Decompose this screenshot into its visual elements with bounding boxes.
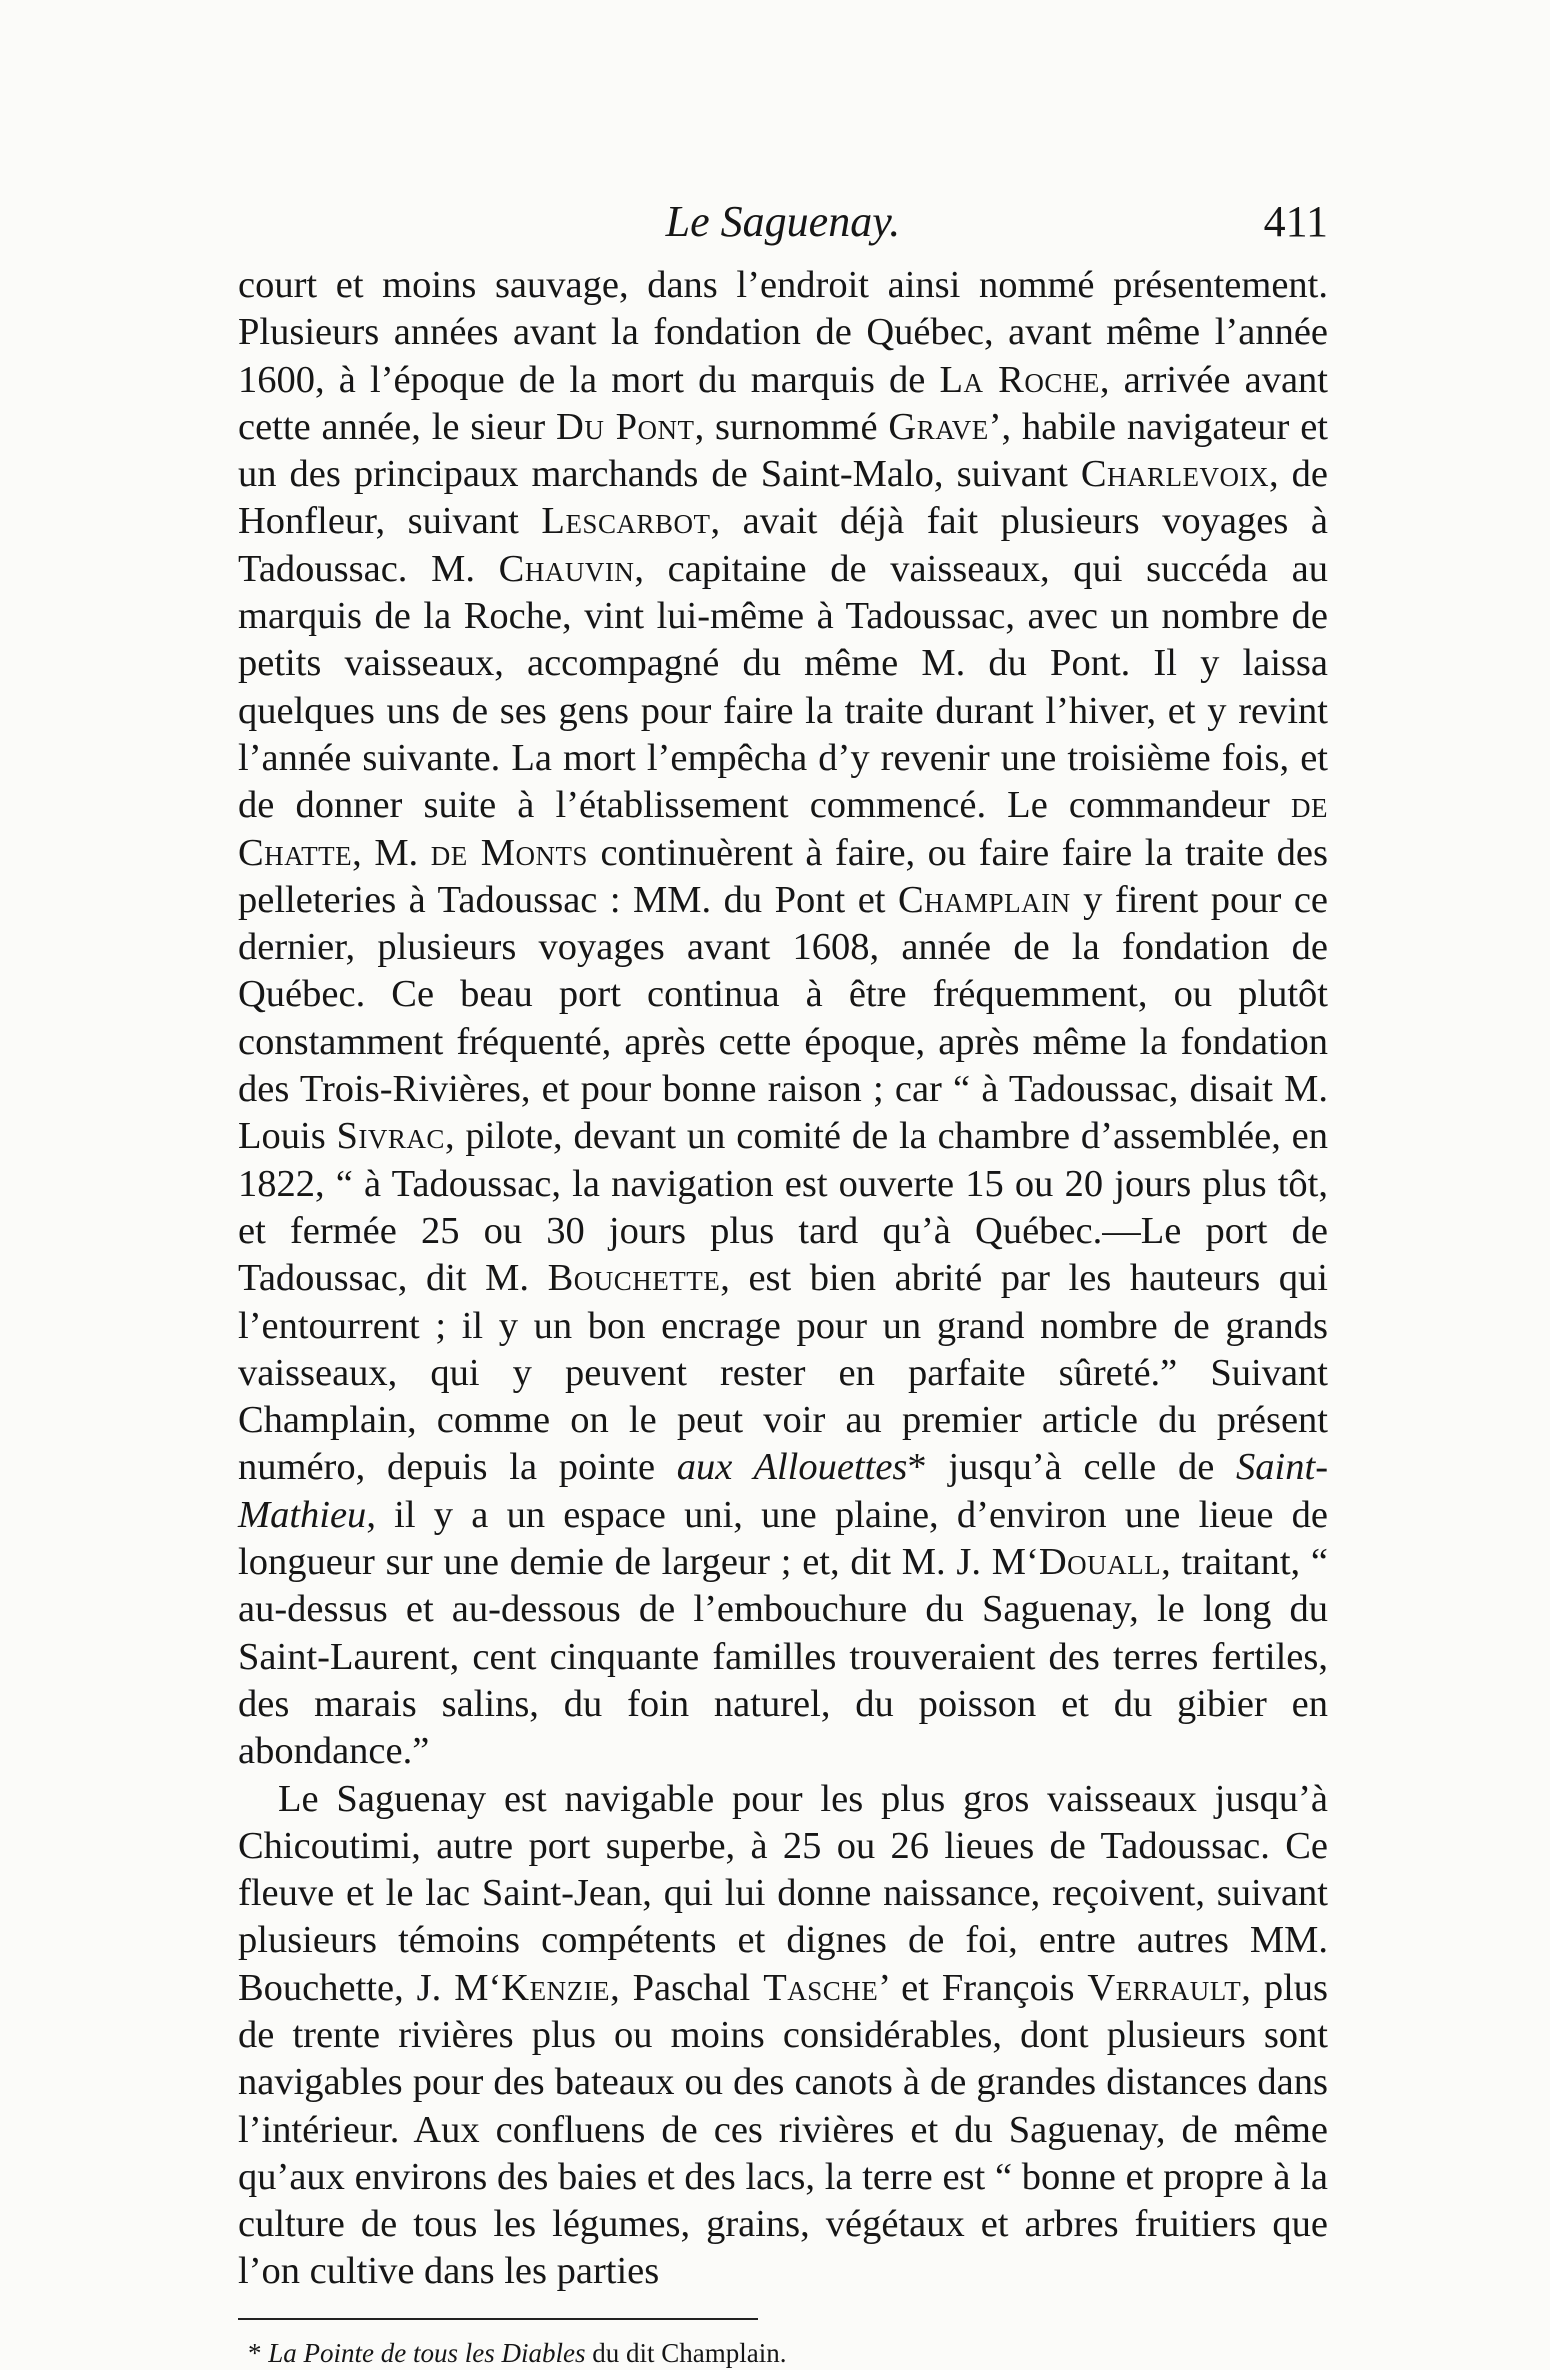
small-caps-name: Champlain bbox=[897, 878, 1071, 921]
text-run: , capitaine de vaisseaux, qui succéda au marquis de la Roche, vint lui-même à Tadoussac, avec un nombre de petits vaisseaux, accompagné du même M. du Pont. Il y laissa quelques uns de ses gens pour faire la traite durant l’hiver, et y revint l’année suivante. La mort l’empêcha d’y revenir une troisième fois, et de donner suite à l’établissement commencé. Le commandeur bbox=[238, 547, 1328, 827]
text-run: , il y a un espace uni, une plaine, d’environ une lieue de longueur sur une demie de largeur ; et, dit M. J. M‘ bbox=[238, 1493, 1328, 1584]
text-run: , de Honfleur, suivant bbox=[238, 453, 1328, 543]
text-run: ’ et François bbox=[878, 1966, 1088, 2009]
small-caps-name: Sivrac bbox=[336, 1115, 445, 1158]
small-caps-name: Chauvin bbox=[498, 547, 635, 590]
small-caps-name: Grave bbox=[888, 405, 989, 448]
small-caps-name: Tasche bbox=[763, 1966, 879, 2009]
text-run: , est bien abrité par les hauteurs qui l’entourrent ; il y un bon encrage pour un grand nombre de grands vaisseaux, qui y peuvent rester en parfaite sûreté.” Suivant Champlain, comme on le peut voir au premier article du présent numéro, depuis la pointe bbox=[238, 1257, 1329, 1489]
text-run: , M. bbox=[352, 831, 431, 874]
text-run: , traitant, “ au-dessus et au-dessous de l’embouchure du Saguenay, le long du Saint-Laurent, cent cinquante familles trouveraient des terres fertiles, des marais salins, du foin naturel, du poisson et du gibier en abondance.” bbox=[238, 1541, 1328, 1773]
running-head bbox=[238, 190, 1328, 262]
small-caps-name: Charlevoix bbox=[1080, 453, 1269, 496]
text-run: , plus de trente rivières plus ou moins considérables, dont plusieurs sont navigables pour des bateaux ou des canots à de grandes distances dans l’intérieur. Aux confluens de ces rivières et du Saguenay, de même qu’aux environs des baies et des lacs, la terre est “ bonne et propre à la culture de tous les légumes, grains, végétaux et arbres fruitiers que l’on cultive dans les parties bbox=[238, 1966, 1329, 2293]
text-run: Le Saguenay est navigable pour les plus gros vaisseaux jusqu’à Chicoutimi, autre port superbe, à 25 ou 26 lieues de Tadoussac. Ce fleuve et le lac Saint-Jean, qui lui donne naissance, reçoivent, suivant plusieurs témoins compétents et dignes de foi, entre autres MM. Bouchette, J. M‘ bbox=[238, 1777, 1328, 2009]
text-run: , pilote, devant un comité de la chambre d’assemblée, en 1822, “ à Tadoussac, la navigation est ouverte 15 ou 20 jours plus tôt, et fermée 25 ou 30 jours plus tard qu’à Québec.—Le port de Tadoussac, dit M. bbox=[238, 1115, 1328, 1300]
footnote-rule bbox=[238, 2318, 758, 2320]
text-run: , Paschal bbox=[610, 1966, 764, 2009]
text-run: , avait déjà fait plusieurs voyages à Tadoussac. M. bbox=[238, 500, 1329, 590]
text-run: ’, habile navigateur et un des principaux marchands de Saint-Malo, suivant bbox=[238, 405, 1328, 496]
small-caps-name: Verrault bbox=[1087, 1966, 1242, 2009]
footnote-text: du dit Champlain. bbox=[585, 2337, 787, 2368]
small-caps-name: de Monts bbox=[430, 831, 588, 874]
small-caps-name: Lescarbot bbox=[541, 500, 711, 543]
small-caps-name: Kenzie bbox=[501, 1966, 611, 2009]
text-run: y firent pour ce dernier, plusieurs voyages avant 1608, année de la fondation de Québec. Ce beau port continua à être fréquemment, ou plutôt constamment fréquenté, après cette époque, après même la fondation des Trois-Rivières, et pour bonne raison ; car “ à Tadoussac, disait M. Louis bbox=[238, 878, 1328, 1158]
text-run: * jusqu’à celle de bbox=[907, 1446, 1237, 1489]
small-caps-name: Douall bbox=[1038, 1541, 1162, 1584]
footnote-marker: * bbox=[248, 2337, 269, 2368]
text-run: , surnommé bbox=[694, 405, 889, 448]
footnote-italic-text: La Pointe de tous les Diables bbox=[268, 2337, 586, 2368]
italic-text: Saint-Mathieu bbox=[238, 1446, 1329, 1536]
body-text bbox=[238, 262, 1328, 2296]
italic-text: aux Allouettes bbox=[676, 1446, 908, 1489]
book-page bbox=[238, 190, 1328, 2370]
paragraph bbox=[238, 1776, 1328, 2296]
small-caps-name: Bouchette bbox=[547, 1257, 721, 1300]
paragraph bbox=[238, 262, 1328, 1776]
footnote bbox=[238, 2336, 1328, 2370]
text-run: , arrivée avant cette année, le sieur bbox=[238, 358, 1328, 448]
text-run: continuèrent à faire, ou faire faire la traite des pelleteries à Tadoussac : MM. du Pont et bbox=[238, 831, 1329, 921]
small-caps-name: La Roche bbox=[939, 358, 1100, 401]
text-run: court et moins sauvage, dans l’endroit ainsi nommé présentement. Plusieurs années avant la fondation de Québec, avant même l’année 1600, à l’époque de la mort du marquis de bbox=[238, 264, 1328, 401]
small-caps-name: Du Pont bbox=[556, 405, 695, 448]
small-caps-name: de Chatte bbox=[238, 784, 1328, 874]
page-number: 411 bbox=[1263, 197, 1328, 246]
running-title: Le Saguenay. bbox=[665, 197, 901, 246]
